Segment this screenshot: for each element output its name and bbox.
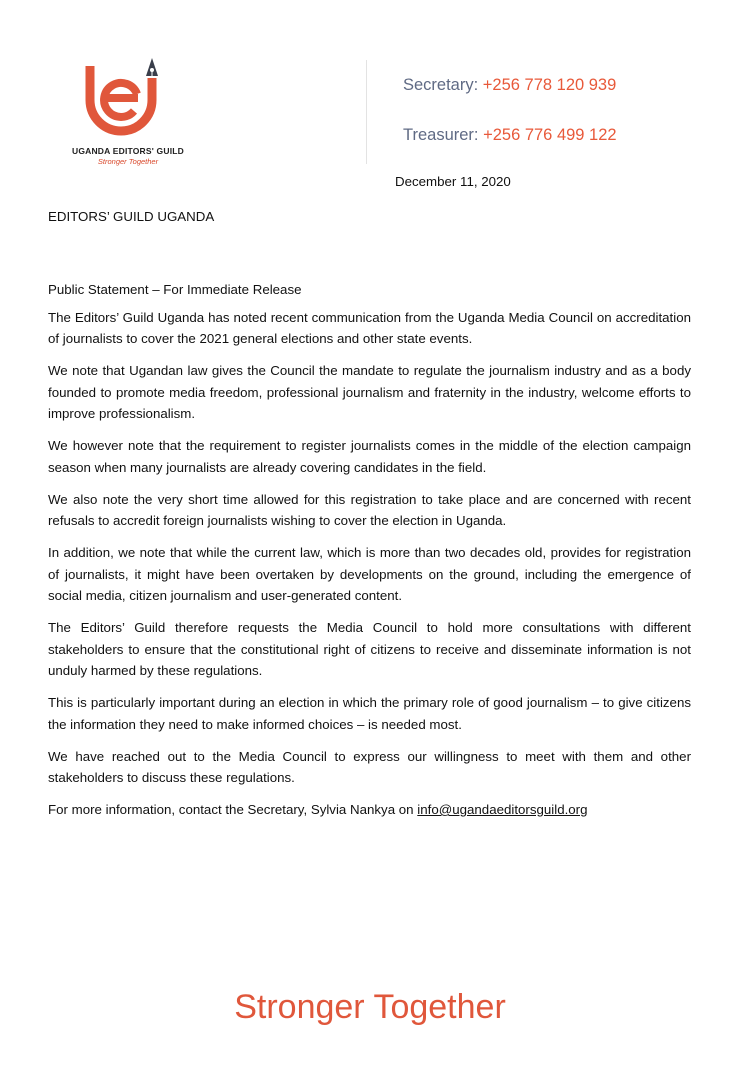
treasurer-contact <box>403 126 617 145</box>
contact-paragraph <box>48 799 691 821</box>
guild-logo <box>48 56 208 168</box>
statement-title: Public Statement – For Immediate Release <box>48 282 302 297</box>
pen-nib-logo-icon <box>82 56 174 146</box>
statement-date: December 11, 2020 <box>395 174 511 189</box>
contact-text: For more information, contact the Secretary, Sylvia Nankya on <box>48 802 418 817</box>
paragraph: We also note the very short time allowed for this registration to take place and are concerned with recent refusals to accredit foreign journalists wishing to cover the election in Uganda. <box>48 491 691 528</box>
header-divider <box>366 60 367 164</box>
paragraph: We however note that the requirement to register journalists comes in the middle of the election campaign season when many journalists are already covering candidates in the field. <box>48 438 691 475</box>
logo-organization-name: UGANDA EDITORS' GUILD <box>71 146 184 156</box>
paragraph: The Editors’ Guild therefore requests the Media Council to hold more consultations with different stakeholders to ensure that the constitutional right of citizens to receive and disseminate information is not unduly harmed by these regulations. <box>48 620 691 678</box>
treasurer-label: Treasurer: <box>403 126 484 144</box>
logo-tagline: Stronger Together <box>97 157 159 166</box>
organization-name: EDITORS’ GUILD UGANDA <box>48 209 215 224</box>
paragraph: In addition, we note that while the current law, which is more than two decades old, provides for registration of journalists, it might have been overtaken by developments on the ground, including the emergence of social media, citizen journalism and user-generated content. <box>48 545 691 603</box>
secretary-label: Secretary: <box>403 76 483 94</box>
paragraph: This is particularly important during an election in which the primary role of good journalism – to give citizens the information they need to make informed choices – is needed most. <box>48 695 691 732</box>
email-link[interactable]: info@ugandaeditorsguild.org <box>417 802 588 817</box>
paragraph: We have reached out to the Media Council to express our willingness to meet with them and other stakeholders to discuss these regulations. <box>48 748 691 785</box>
secretary-contact <box>403 76 616 95</box>
paragraph: We note that Ugandan law gives the Council the mandate to regulate the journalism industry and as a body founded to promote media freedom, professional journalism and fraternity in the industry, welcome efforts to improve professionalism. <box>48 363 691 421</box>
treasurer-phone: +256 776 499 122 <box>483 126 617 144</box>
footer-slogan: Stronger Together <box>234 988 506 1026</box>
secretary-phone: +256 778 120 939 <box>482 76 617 94</box>
statement-body <box>48 279 691 831</box>
paragraph: The Editors’ Guild Uganda has noted recent communication from the Uganda Media Council on accreditation of journalists to cover the 2021 general elections and other state events. <box>48 309 691 346</box>
